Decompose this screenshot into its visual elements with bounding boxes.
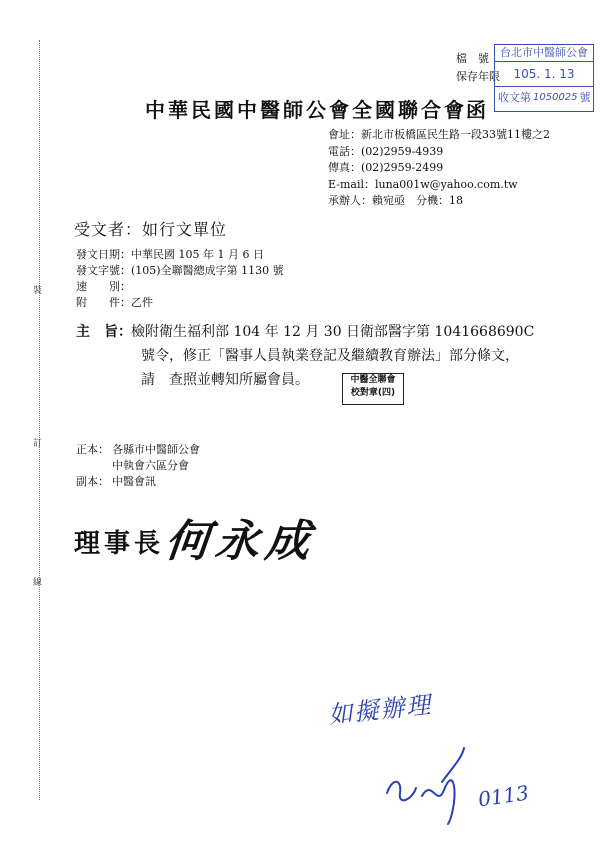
chairman-title: 理事長 xyxy=(74,529,165,559)
subject-line-1: 檢附衛生福利部 104 年 12 月 30 日衛部醫字第 1041668690C xyxy=(131,324,535,340)
handwritten-note: 如擬辦理 xyxy=(327,690,434,730)
margin-mark-line: 線 xyxy=(33,578,43,588)
main-recipient-1: 各縣市中醫師公會 xyxy=(112,443,200,456)
subject-line-3: 請 查照並轉知所屬會員。 xyxy=(141,372,309,388)
stamp-recv-number: 1050025 xyxy=(533,92,578,103)
subject-line-2: 號令，修正「醫事人員執業登記及繼續教育辦法」部分條文， xyxy=(141,348,519,364)
contact-address: 會址：新北市板橋區民生路一段33號11樓之2 xyxy=(328,128,550,141)
attachment: 附 件：乙件 xyxy=(76,296,153,309)
stamp-recv-label: 收文第 xyxy=(498,91,531,104)
issue-number: 發文字號：(105)全聯醫總成字第 1130 號 xyxy=(76,264,284,277)
stamp-org: 台北市中醫師公會 xyxy=(495,45,593,62)
archive-number-label: 檔 號 xyxy=(456,52,489,65)
speed-label: 速 別： xyxy=(76,280,131,293)
stamp-recv-row xyxy=(495,87,593,109)
contact-phone: 電話：(02)2959-4939 xyxy=(328,145,444,158)
contact-handler: 承辦人：賴宛亟 分機：18 xyxy=(328,194,463,207)
binding-line xyxy=(39,40,40,800)
doc-type: 函 xyxy=(466,98,489,122)
stamp-recv-suffix: 號 xyxy=(579,91,591,104)
margin-mark-bind: 裝 xyxy=(33,286,43,296)
proofreading-seal xyxy=(342,373,404,405)
main-recipient-2: 中執會六區分會 xyxy=(112,459,189,472)
handwritten-date: 0113 xyxy=(476,780,531,812)
received-stamp xyxy=(494,44,594,112)
seal-line-2: 校對章(四) xyxy=(350,388,396,398)
copy-recipient-label: 副本： xyxy=(76,475,109,488)
org-title: 中華民國中醫師公會全國聯合會 xyxy=(145,98,467,122)
chairman-signature: 何永成 xyxy=(162,516,319,567)
copy-recipient-1: 中醫會訊 xyxy=(112,475,156,488)
margin-mark-staple: 訂 xyxy=(33,439,43,449)
retention-period-label: 保存年限 xyxy=(456,70,500,83)
contact-fax: 傳真：(02)2959-2499 xyxy=(328,161,444,174)
subject-label: 主 旨： xyxy=(76,324,132,340)
seal-line-1: 中醫全聯會 xyxy=(350,375,396,385)
contact-email: E-mail：luna001w@yahoo.com.tw xyxy=(328,178,518,191)
main-recipient-label: 正本： xyxy=(76,443,109,456)
issue-date: 發文日期：中華民國 105 年 1 月 6 日 xyxy=(76,248,264,261)
recipient: 受文者：如行文單位 xyxy=(74,220,228,239)
stamp-date: 105. 1. 13 xyxy=(495,62,593,87)
